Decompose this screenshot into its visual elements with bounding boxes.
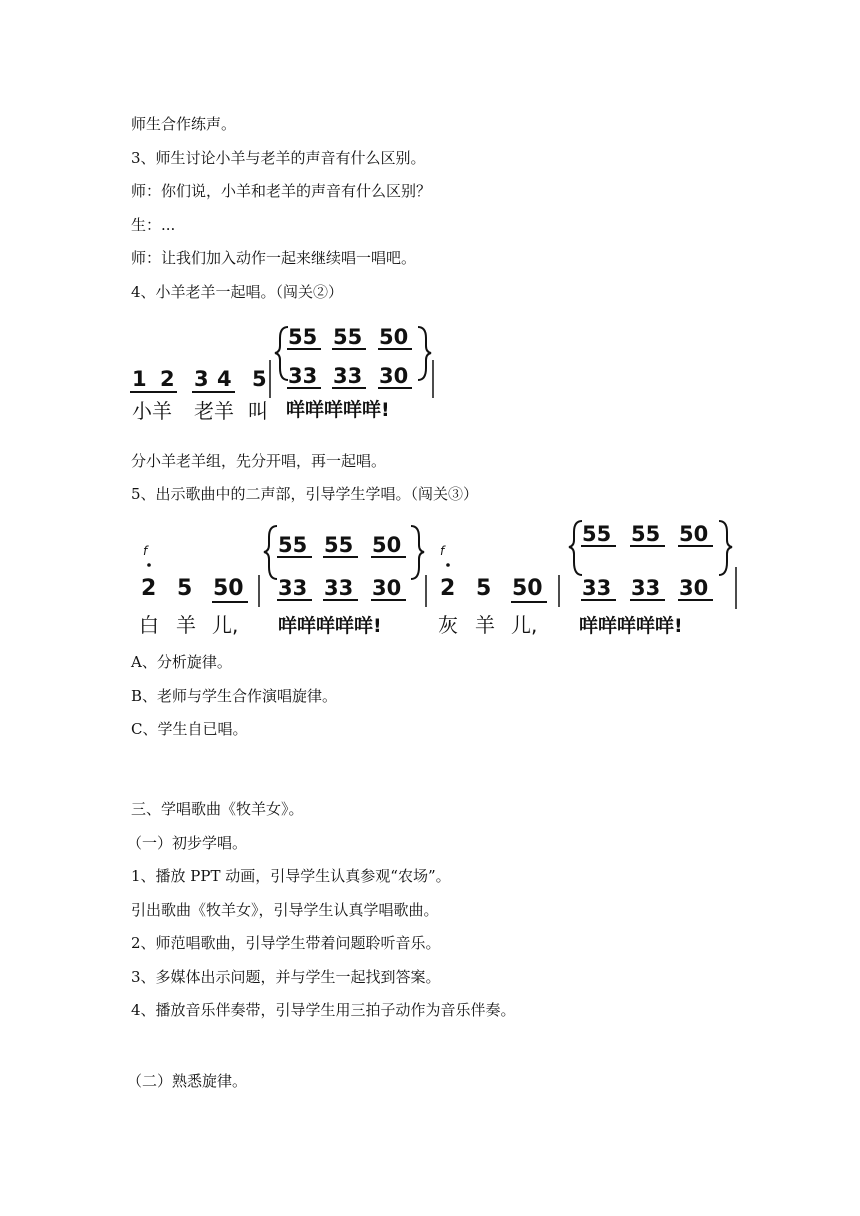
score-note: 55 bbox=[333, 325, 363, 349]
text-line: 1、播放 PPT 动画，引导学生认真参观“农场”。 bbox=[131, 867, 451, 885]
score-note: 55 bbox=[288, 325, 318, 349]
score-note: 30 bbox=[679, 576, 709, 600]
lyric: 儿, bbox=[212, 613, 239, 637]
score-note: 33 bbox=[333, 364, 363, 388]
text-line: （二）熟悉旋律。 bbox=[127, 1072, 248, 1090]
lyric: 咩咩咩咩咩! bbox=[278, 615, 382, 637]
text-line: 4、小羊老羊一起唱。（闯关②） bbox=[131, 283, 344, 301]
score-note: 33 bbox=[631, 576, 661, 600]
music-score-1 bbox=[120, 320, 450, 430]
text-line: 师：你们说，小羊和老羊的声音有什么区别？ bbox=[131, 182, 432, 200]
score-note: 33 bbox=[278, 576, 308, 600]
text-line: 3、多媒体出示问题，并与学生一起找到答案。 bbox=[131, 968, 441, 986]
score-note: 5 bbox=[476, 576, 492, 601]
score-note: 30 bbox=[372, 576, 402, 600]
score-note: 50 bbox=[679, 522, 709, 546]
text-line: A、分析旋律。 bbox=[131, 653, 232, 671]
text-line: 4、播放音乐伴奏带，引导学生用三拍子动作为音乐伴奏。 bbox=[131, 1001, 516, 1019]
score-note: 5 bbox=[252, 367, 267, 391]
score-note: 50 bbox=[379, 325, 409, 349]
text-line: 生：... bbox=[131, 216, 176, 234]
score-note: 1 bbox=[132, 367, 147, 391]
lyric: 白 bbox=[139, 613, 159, 637]
score-note: 2 bbox=[160, 367, 175, 391]
score-note: 2 bbox=[141, 576, 157, 601]
lyric: 灰 bbox=[438, 613, 458, 637]
score-note: 4 bbox=[217, 367, 232, 391]
dynamic-mark: f bbox=[143, 544, 148, 558]
text-line: 3、师生讨论小羊与老羊的声音有什么区别。 bbox=[131, 149, 426, 167]
lyric: 羊 bbox=[176, 613, 196, 637]
score-note: 5 bbox=[177, 576, 193, 601]
music-score-2 bbox=[130, 515, 740, 645]
score-note: 50 bbox=[512, 576, 543, 601]
text-line: B、老师与学生合作演唱旋律。 bbox=[131, 687, 338, 705]
text-line: 引出歌曲《牧羊女》，引导学生认真学唱歌曲。 bbox=[131, 901, 439, 919]
score-note: 55 bbox=[631, 522, 661, 546]
score-note: 33 bbox=[582, 576, 612, 600]
score-note: 2 bbox=[440, 576, 456, 601]
lyric: 羊 bbox=[475, 613, 495, 637]
text-line: 师生合作练声。 bbox=[131, 115, 237, 133]
text-line: 2、师范唱歌曲，引导学生带着问题聆听音乐。 bbox=[131, 934, 441, 952]
score-note: 33 bbox=[324, 576, 354, 600]
text-line: 师：让我们加入动作一起来继续唱一唱吧。 bbox=[131, 249, 417, 267]
lyric: 咩咩咩咩咩! bbox=[286, 399, 390, 421]
score-note: 33 bbox=[288, 364, 318, 388]
lyric: 咩咩咩咩咩! bbox=[579, 615, 683, 637]
text-line: C、学生自已唱。 bbox=[131, 720, 248, 738]
score-note: 50 bbox=[213, 576, 244, 601]
lyric: 叫 bbox=[248, 399, 268, 423]
lyric: 老羊 bbox=[194, 399, 234, 423]
section-heading: 三、学唱歌曲《牧羊女》。 bbox=[131, 800, 304, 818]
dynamic-mark: f bbox=[440, 544, 445, 558]
score-note: 3 bbox=[194, 367, 209, 391]
score-note: 30 bbox=[379, 364, 409, 388]
score-note: 50 bbox=[372, 533, 402, 557]
text-line: 分小羊老羊组，先分开唱，再一起唱。 bbox=[131, 452, 387, 470]
text-line: 5、出示歌曲中的二声部，引导学生学唱。（闯关③） bbox=[131, 485, 479, 503]
lyric: 小羊 bbox=[132, 399, 172, 423]
lyric: 儿, bbox=[511, 613, 538, 637]
score-note: 55 bbox=[582, 522, 612, 546]
text-line: （一）初步学唱。 bbox=[127, 834, 248, 852]
score-note: 55 bbox=[324, 533, 354, 557]
score-note: 55 bbox=[278, 533, 308, 557]
